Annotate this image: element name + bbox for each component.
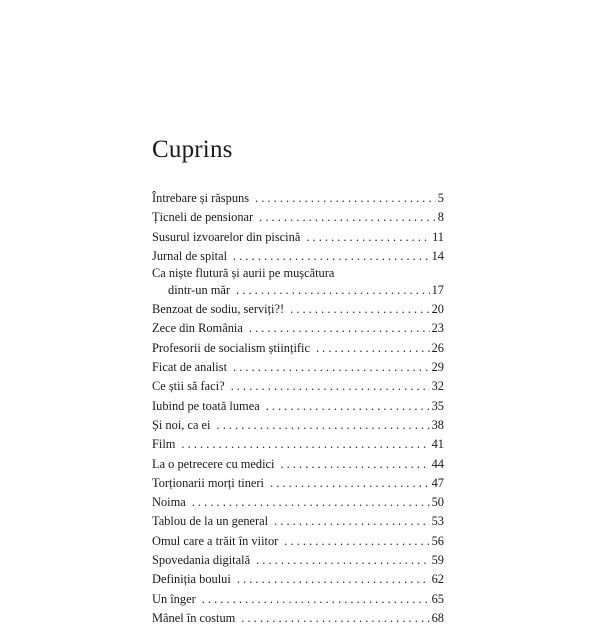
- toc-entry: [152, 570, 444, 589]
- toc-entry: [152, 455, 444, 474]
- toc-title: Cuprins: [152, 136, 233, 163]
- toc-entry: [152, 247, 444, 266]
- toc-entry-title: Susurul izvoarelor din piscină: [152, 229, 301, 244]
- toc-entry-title: Omul care a trăit în viitor: [152, 533, 279, 548]
- toc-entry: [152, 358, 444, 377]
- leader-dots: [249, 319, 430, 338]
- leader-dots: [217, 416, 430, 435]
- toc-entry-page: 14: [431, 248, 444, 263]
- leader-dots: [233, 358, 430, 377]
- toc-entry: [152, 228, 444, 247]
- toc-entry: [152, 532, 444, 551]
- toc-entry: [152, 339, 444, 358]
- leader-dots: [316, 339, 430, 358]
- toc-entry-title: Iubind pe toată lumea: [152, 398, 260, 413]
- toc-entry-page: 65: [431, 591, 444, 606]
- toc-entry-page: 32: [431, 379, 444, 394]
- toc-entry-page: 44: [431, 456, 444, 471]
- toc-entry: [152, 590, 444, 609]
- toc-entry: [152, 319, 444, 338]
- leader-dots: [255, 189, 436, 208]
- toc-entry-page: 17: [431, 283, 444, 298]
- toc-entry-page: 53: [431, 514, 444, 529]
- toc-entry-title: Torționarii morți tineri: [152, 475, 264, 490]
- leader-dots: [231, 377, 430, 396]
- toc-entry-title: Noima: [152, 495, 186, 510]
- toc-entry-title: Definiția boului: [152, 572, 231, 587]
- toc-entry: [152, 397, 444, 416]
- leader-dots: [266, 397, 430, 416]
- toc-entry-page: 8: [437, 210, 444, 225]
- toc-entry: [152, 416, 444, 435]
- leader-dots: [270, 474, 430, 493]
- toc-entry: [152, 266, 444, 300]
- leader-dots: [256, 551, 430, 570]
- toc-entry-page: 41: [431, 437, 444, 452]
- leader-dots: [192, 493, 430, 512]
- toc-entry-title: Ca niște flutură și aurii pe mușcătura: [152, 266, 335, 281]
- toc-entry-title: Ficat de analist: [152, 360, 228, 375]
- toc-entry-page: 29: [431, 360, 444, 375]
- leader-dots: [233, 247, 430, 266]
- toc-entry-page: 56: [431, 533, 444, 548]
- toc-entry-title: Întrebare și răspuns: [152, 191, 250, 205]
- leader-dots: [284, 532, 429, 551]
- toc-entry-title: Benzoat de sodiu, serviți?!: [152, 302, 285, 317]
- toc-entry-page: 23: [431, 321, 444, 336]
- leader-dots: [236, 281, 430, 300]
- leader-dots: [259, 208, 436, 227]
- leader-dots: [274, 512, 430, 531]
- toc-entry: [152, 609, 444, 628]
- toc-entry-title: Jurnal de spital: [152, 248, 228, 263]
- toc-entry-page: 26: [431, 340, 444, 355]
- toc-entry-page: 35: [431, 398, 444, 413]
- toc-entry-page: 47: [431, 475, 444, 490]
- leader-dots: [237, 570, 430, 589]
- toc-entry-page: 11: [432, 229, 444, 244]
- leader-dots: [280, 455, 429, 474]
- toc-entry-title: Și noi, ca ei: [152, 417, 211, 432]
- toc-entry-page: 5: [437, 191, 444, 205]
- toc-entry: [152, 208, 444, 227]
- leader-dots: [290, 300, 429, 319]
- toc-entry-title: Zece din România: [152, 321, 243, 336]
- toc-entry-title: Un înger: [152, 591, 196, 606]
- toc-entry: [152, 435, 444, 454]
- toc-entry-page: 62: [431, 572, 444, 587]
- toc-entry: [152, 512, 444, 531]
- toc-entry-title: Mânel în costum: [152, 610, 236, 625]
- leader-dots: [241, 609, 429, 628]
- toc-entry-page: 20: [431, 302, 444, 317]
- leader-dots: [306, 228, 430, 247]
- toc-entry-title: Film: [152, 437, 176, 452]
- toc-entry-title: Spovedania digitală: [152, 553, 251, 568]
- toc-entry-page: 59: [431, 553, 444, 568]
- toc-entry-title: Tablou de la un general: [152, 514, 269, 529]
- toc-entry: [152, 551, 444, 570]
- leader-dots: [202, 590, 430, 609]
- toc-entry: [152, 493, 444, 512]
- toc-entry-page: 68: [431, 610, 444, 625]
- toc-entry: [152, 189, 444, 208]
- toc-entry-title: Ce știi să faci?: [152, 379, 225, 394]
- toc-entry: [152, 300, 444, 319]
- toc-entry: [152, 377, 444, 396]
- toc-entry-page: 38: [431, 417, 444, 432]
- toc-entry-page: 50: [431, 495, 444, 510]
- toc-entry: [152, 474, 444, 493]
- table-of-contents: [152, 189, 444, 628]
- toc-entry-title: Țicneli de pensionar: [152, 210, 254, 225]
- leader-dots: [181, 435, 429, 454]
- toc-entry-title-continued: dintr-un măr: [168, 283, 231, 298]
- toc-entry-title: Profesorii de socialism științific: [152, 340, 310, 355]
- toc-entry-title: La o petrecere cu medici: [152, 456, 275, 471]
- toc-entry-continuation: [152, 281, 444, 300]
